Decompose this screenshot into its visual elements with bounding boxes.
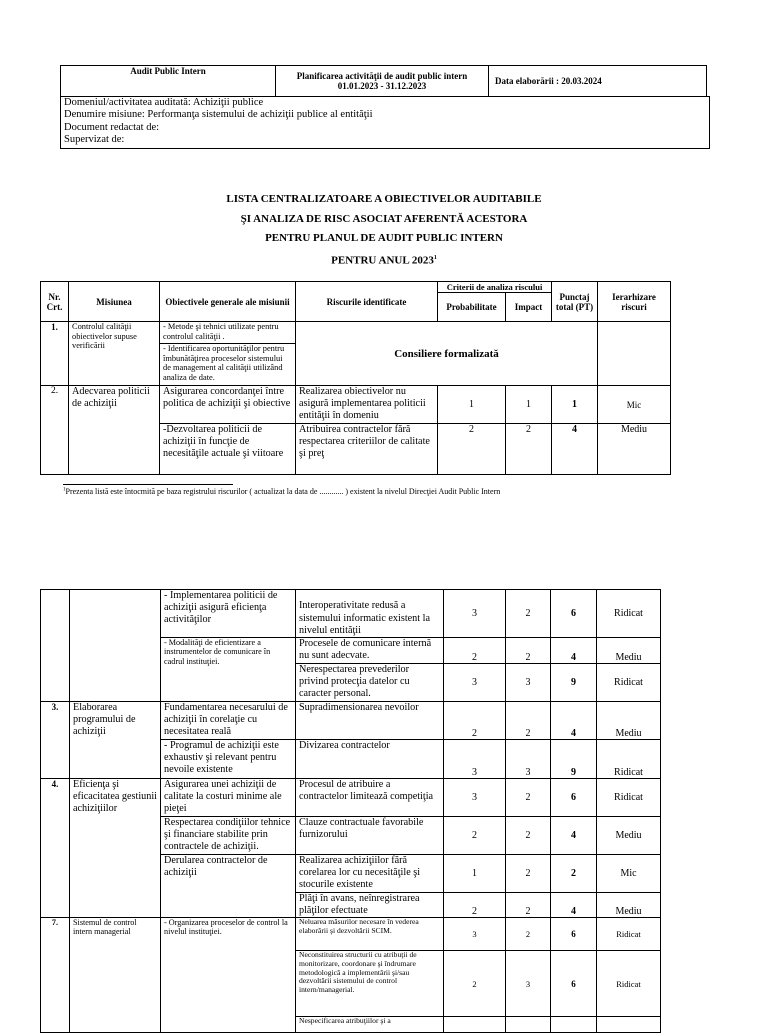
row-objective: -Dezvoltarea politicii de achiziţii în funcţie de necesităţile actuale şi viitoare (160, 424, 296, 475)
row-impact: 2 (506, 854, 551, 892)
row-mission: Eficienţa şi eficacitatea gestiunii achiziţiilor (70, 778, 161, 917)
risk-table-page-2 (40, 589, 661, 1033)
col-header-riscuri: Riscurile identificate (296, 282, 438, 322)
row-risk: Divizarea contractelor (296, 739, 444, 778)
row-risk: Interoperativitate redusă a sistemului informatic existent la nivelul entităţii (296, 590, 444, 638)
row-impact: 2 (506, 638, 551, 664)
footnote-divider (63, 484, 233, 485)
row-probabilitate: 2 (444, 816, 506, 854)
row-ierarhizare: Mic (597, 854, 661, 892)
row-mission: Controlul calităţii obiectivelor supuse verificării (69, 322, 160, 386)
row-probabilitate: 2 (444, 951, 506, 1017)
col-header-criterii: Criterii de analiza riscului (438, 282, 552, 293)
row-mission: Elaborarea programului de achiziţii (70, 702, 161, 779)
row-impact: 2 (506, 778, 551, 816)
row-risk: Procesul de atribuire a contractelor limitează competiţia (296, 778, 444, 816)
row-probabilitate: 2 (444, 638, 506, 664)
row-nr (41, 590, 70, 702)
row-punctaj: 6 (551, 778, 597, 816)
row-punctaj: 2 (551, 854, 597, 892)
row-probabilitate (444, 1017, 506, 1033)
row-risk: Nespecificarea atribuţiilor şi a (296, 1017, 444, 1033)
title-line-4 (0, 249, 768, 271)
row-punctaj: 9 (551, 664, 597, 702)
row-punctaj: 1 (552, 386, 598, 424)
title-line-3: PENTRU PLANUL DE AUDIT PUBLIC INTERN (265, 232, 503, 244)
row-objective: Respectarea condiţiilor tehnice şi financiare stabilite prin contractele de achiziţii. (161, 816, 296, 854)
col-header-nr: Nr. Crt. (41, 282, 69, 322)
row-objective: - Implementarea politicii de achiziţii asigură eficienţa activităţilor (161, 590, 296, 638)
header-plan-title: Planificarea activităţii de audit public intern (296, 71, 468, 81)
risk-table-page-1 (40, 281, 671, 475)
col-header-obiective: Obiectivele generale ale misiunii (160, 282, 296, 322)
row-ierarhizare: Mediu (597, 892, 661, 917)
row-risk: Realizarea obiectivelor nu asigură implementarea politicii entităţii în domeniu (296, 386, 438, 424)
row-ierarhizare: Ridicat (597, 951, 661, 1017)
row-impact: 3 (506, 951, 551, 1017)
row-impact: 2 (506, 918, 551, 951)
meta-domain: Domeniul/activitatea auditată: Achiziţii publice (64, 97, 264, 108)
row-punctaj: 4 (551, 816, 597, 854)
row-punctaj: 9 (551, 739, 597, 778)
row-impact: 2 (506, 424, 552, 475)
row-impact: 3 (506, 664, 551, 702)
row-impact: 2 (506, 816, 551, 854)
row-risk: Nerespectarea prevederilor privind protecţia datelor cu caracter personal. (296, 664, 444, 702)
row-impact (506, 1017, 551, 1033)
row-risk: Procesele de comunicare internă nu sunt adecvate. (296, 638, 444, 664)
row-objective: Asigurarea concordanţei între politica de achiziţii şi obiective (160, 386, 296, 424)
row-punctaj: 4 (552, 424, 598, 475)
header-date: Data elaborării : 20.03.2024 (489, 66, 707, 97)
row-objective: - Identificarea oportunităţilor pentru îmbunătăţirea proceselor sistemului de management al calităţii utilizând analiza de date. (160, 344, 296, 386)
row-punctaj: 6 (551, 951, 597, 1017)
row-nr: 7. (41, 918, 70, 1033)
header-plan-period: 01.01.2023 - 31.12.2023 (337, 81, 427, 91)
title-footnote-mark: 1 (433, 254, 437, 261)
row-impact: 2 (506, 702, 551, 740)
row-punctaj: 4 (551, 638, 597, 664)
row-risk: Neluarea măsurilor necesare în vederea elaborării şi dezvoltării SCIM. (296, 918, 444, 951)
row-nr: 3. (41, 702, 70, 779)
row-objective: - Programul de achiziţii este exhaustiv şi relevant pentru nevoile existente (161, 739, 296, 778)
row-probabilitate: 3 (444, 590, 506, 638)
row-objective: Fundamentarea necesarului de achiziţii în corelaţie cu necesitatea reală (161, 702, 296, 740)
mission-meta (60, 96, 710, 149)
footnote-mark: 1 (63, 487, 66, 493)
document-title (0, 190, 768, 271)
row-impact: 2 (506, 892, 551, 917)
row-probabilitate: 3 (444, 739, 506, 778)
meta-mission-name: Denumire misiune: Performanţa sistemului de achiziţii publice al entităţii (64, 109, 373, 121)
row-empty-cell (598, 322, 671, 386)
col-header-probabilitate: Probabilitate (438, 293, 506, 322)
row-risk: Neconstituirea structurii cu atribuţii de monitorizare, coordonare şi îndrumare metodologică a implementării şi/sau dezvoltării sistemului de control intern/managerial. (296, 951, 444, 1017)
row-punctaj: 6 (551, 590, 597, 638)
row-risk: Atribuirea contractelor fără respectarea criteriilor de calitate şi preţ (296, 424, 438, 475)
row-ierarhizare: Ridicat (597, 918, 661, 951)
meta-supervised-by: Supervizat de: (64, 133, 125, 145)
row-probabilitate: 3 (444, 918, 506, 951)
row-nr: 2. (41, 386, 69, 475)
col-header-punctaj: Punctaj total (PT) (552, 282, 598, 322)
footnote-text: Prezenta listă este întocmită pe baza registrului riscurilor ( actualizat la data de ............ ) existent la nivelul Direcţiei Audit Public Intern (65, 487, 501, 496)
document-header (60, 65, 707, 97)
header-left-title: Audit Public Intern (61, 66, 276, 97)
row-ierarhizare: Mediu (597, 816, 661, 854)
row-impact: 1 (506, 386, 552, 424)
row-probabilitate: 2 (444, 702, 506, 740)
header-center-title (276, 66, 489, 97)
title-line-1: LISTA CENTRALIZATOARE A OBIECTIVELOR AUDITABILE (226, 193, 542, 205)
row-ierarhizare: Mediu (598, 424, 671, 475)
footnote (63, 487, 500, 496)
row-mission: Sistemul de control intern managerial (70, 918, 161, 1033)
row-punctaj: 4 (551, 892, 597, 917)
row-ierarhizare: Ridicat (597, 590, 661, 638)
row-impact: 3 (506, 739, 551, 778)
row-risk: Supradimensionarea nevoilor (296, 702, 444, 740)
row-probabilitate: 2 (438, 424, 506, 475)
row-risk: Plăţi în avans, neînregistrarea plăţilor efectuate (296, 892, 444, 917)
row-punctaj: 6 (551, 918, 597, 951)
row-ierarhizare: Ridicat (597, 778, 661, 816)
title-line-2: ŞI ANALIZA DE RISC ASOCIAT AFERENTĂ ACESTORA (240, 212, 528, 225)
row-probabilitate: 2 (444, 892, 506, 917)
col-header-misiunea: Misiunea (69, 282, 160, 322)
row-impact: 2 (506, 590, 551, 638)
row-objective: - Organizarea proceselor de control la nivelul instituţiei. (161, 918, 296, 1033)
row-probabilitate: 3 (444, 664, 506, 702)
row-nr: 4. (41, 778, 70, 917)
col-header-impact: Impact (506, 293, 552, 322)
col-header-ierarhizare: Ierarhizare riscuri (598, 282, 671, 322)
row-ierarhizare: Mic (598, 386, 671, 424)
row-risk: Realizarea achiziţiilor fără corelarea lor cu necesităţile şi stocurile existente (296, 854, 444, 892)
row-ierarhizare: Ridicat (597, 739, 661, 778)
row-ierarhizare: Mediu (597, 702, 661, 740)
row-mission: Adecvarea politicii de achiziţii (69, 386, 160, 475)
row-probabilitate: 1 (444, 854, 506, 892)
row-probabilitate: 1 (438, 386, 506, 424)
row-objective: Derularea contractelor de achiziţii (161, 854, 296, 917)
row-mission (70, 590, 161, 702)
meta-drafted-by: Document redactat de: (64, 121, 160, 133)
row-probabilitate: 3 (444, 778, 506, 816)
row-ierarhizare: Mediu (597, 638, 661, 664)
row-punctaj: 4 (551, 702, 597, 740)
row-punctaj (551, 1017, 597, 1033)
row-nr: 1. (41, 322, 69, 386)
row-objective: - Modalităţi de eficientizare a instrumentelor de comunicare în cadrul instituţiei. (161, 638, 296, 702)
row-risk: Clauze contractuale favorabile furnizorului (296, 816, 444, 854)
row-objective: Asigurarea unei achiziţii de calitate la costuri minime ale pieţei (161, 778, 296, 816)
row-ierarhizare (597, 1017, 661, 1033)
row-objective: - Metode şi tehnici utilizate pentru controlul calităţii . (160, 322, 296, 344)
consiliere-formalizata: Consiliere formalizată (296, 322, 598, 386)
title-line-4-text: PENTRU ANUL 2023 (331, 254, 434, 267)
row-ierarhizare: Ridicat (597, 664, 661, 702)
